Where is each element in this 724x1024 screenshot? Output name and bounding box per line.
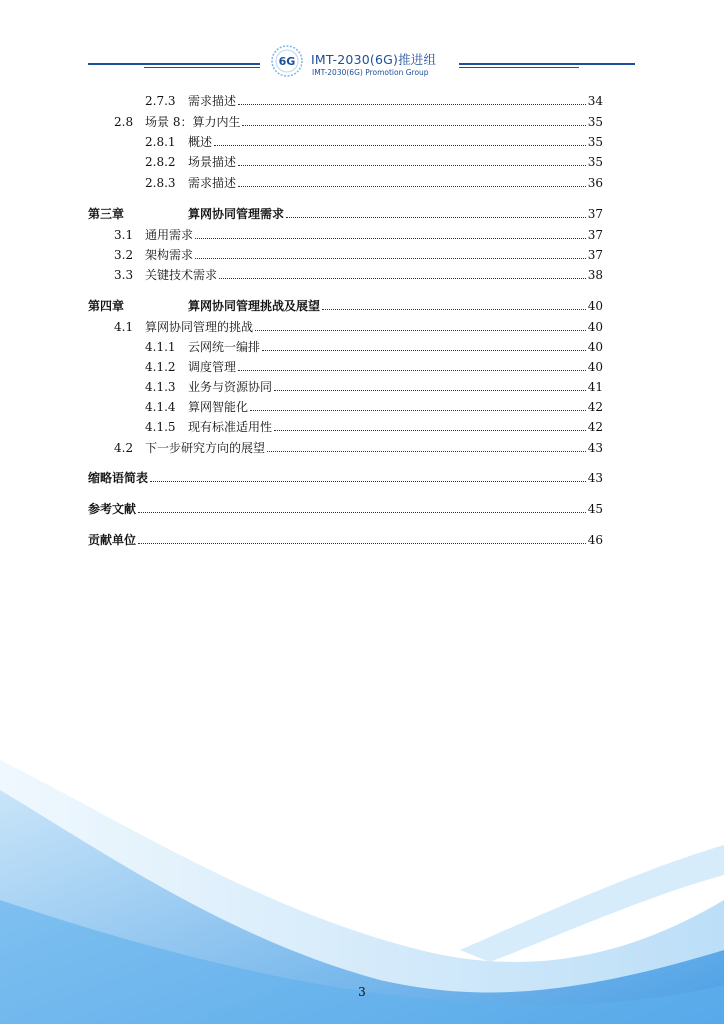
toc-entry-title: 算网智能化 <box>188 400 249 414</box>
header-rule-right-thin <box>459 67 579 68</box>
toc-entry-number: 4.1.2 <box>145 360 176 374</box>
toc-entry-number: 4.1.3 <box>145 380 176 394</box>
toc-entry-number: 3.2 <box>114 248 134 262</box>
toc-entry-page: 40 <box>587 299 603 313</box>
logo-text: 6G <box>278 55 296 68</box>
toc-entry-page: 43 <box>587 471 603 485</box>
toc-entry-title: 现有标准适用性 <box>188 420 273 434</box>
toc-entry-number: 2.8.2 <box>145 155 176 169</box>
toc-entry-number: 4.1.5 <box>145 420 176 434</box>
toc-entry[interactable] <box>145 356 603 374</box>
toc-entry-title: 云网统一编排 <box>188 340 261 354</box>
toc-leader-dots <box>238 165 586 166</box>
toc-leader-dots <box>242 125 585 126</box>
toc-entry-title: 算网协同管理的挑战 <box>145 320 254 334</box>
toc-entry[interactable] <box>88 529 603 547</box>
toc-entry-number: 3.3 <box>114 268 134 282</box>
toc-entry[interactable] <box>114 111 603 129</box>
toc-entry-page: 35 <box>587 135 603 149</box>
toc-entry-title: 概述 <box>188 135 213 149</box>
toc-entry-page: 40 <box>587 360 603 374</box>
toc-entry-title: 架构需求 <box>145 248 194 262</box>
toc-entry[interactable] <box>88 498 603 516</box>
toc-entry-title: 下一步研究方向的展望 <box>145 441 266 455</box>
background-wave-graphic <box>0 700 724 1024</box>
header-subtitle: IMT-2030(6G) Promotion Group <box>312 68 429 77</box>
toc-entry-number: 2.8.1 <box>145 135 176 149</box>
toc-entry-title: 贡献单位 <box>88 533 137 547</box>
toc-entry-page: 38 <box>587 268 603 282</box>
toc-entry-number: 4.1.4 <box>145 400 176 414</box>
toc-entry-page: 34 <box>587 94 603 108</box>
toc-entry-title: 业务与资源协同 <box>188 380 273 394</box>
toc-leader-dots <box>195 238 586 239</box>
toc-entry-page: 43 <box>587 441 603 455</box>
toc-entry-title: 关键技术需求 <box>145 268 218 282</box>
toc-entry-page: 37 <box>587 248 603 262</box>
toc-entry-number: 3.1 <box>114 228 134 242</box>
toc-leader-dots <box>238 370 586 371</box>
toc-leader-dots <box>322 309 586 310</box>
toc-entry-title: 场景描述 <box>188 155 237 169</box>
toc-entry-title: 需求描述 <box>188 176 237 190</box>
toc-entry[interactable] <box>114 316 603 334</box>
toc-leader-dots <box>238 104 586 105</box>
toc-leader-dots <box>214 145 586 146</box>
toc-entry-title: 需求描述 <box>188 94 237 108</box>
toc-entry[interactable] <box>145 416 603 434</box>
toc-entry-page: 37 <box>587 207 603 221</box>
toc-leader-dots <box>138 543 586 544</box>
toc-leader-dots <box>262 350 586 351</box>
toc-entry-number: 4.1.1 <box>145 340 176 354</box>
header-rule-left-thin <box>144 67 260 68</box>
toc-entry-number: 2.8.3 <box>145 176 176 190</box>
toc-leader-dots <box>274 430 586 431</box>
toc-entry[interactable] <box>145 172 603 190</box>
toc-entry-number: 4.1 <box>114 320 134 334</box>
toc-entry[interactable] <box>114 264 603 282</box>
toc-leader-dots <box>138 512 586 513</box>
toc-leader-dots <box>238 186 586 187</box>
toc-entry-page: 42 <box>587 420 603 434</box>
header-rule-left <box>88 63 260 65</box>
toc-entry-title: 通用需求 <box>145 228 194 242</box>
header-rule-right <box>459 63 635 65</box>
toc-entry-number: 4.2 <box>114 441 134 455</box>
toc-entry-page: 35 <box>587 155 603 169</box>
toc-entry[interactable] <box>145 151 603 169</box>
toc-entry-number: 2.8 <box>114 115 134 129</box>
toc-entry-page: 35 <box>587 115 603 129</box>
toc-entry[interactable] <box>145 90 603 108</box>
toc-leader-dots <box>250 410 586 411</box>
toc-entry[interactable] <box>88 295 603 313</box>
toc-entry-page: 46 <box>587 533 603 547</box>
toc-entry-number: 第四章 <box>88 299 125 313</box>
toc-leader-dots <box>286 217 586 218</box>
toc-entry-title: 场景 8：算力内生 <box>145 115 241 129</box>
toc-entry[interactable] <box>145 131 603 149</box>
toc-entry-title: 参考文献 <box>88 502 137 516</box>
toc-entry[interactable] <box>114 244 603 262</box>
toc-leader-dots <box>267 451 586 452</box>
toc-entry-page: 36 <box>587 176 603 190</box>
toc-leader-dots <box>150 481 586 482</box>
toc-entry[interactable] <box>114 437 603 455</box>
toc-entry-number: 2.7.3 <box>145 94 176 108</box>
toc-entry-page: 41 <box>587 380 603 394</box>
toc-entry-page: 42 <box>587 400 603 414</box>
toc-entry-title: 缩略语简表 <box>88 471 149 485</box>
toc-entry-page: 45 <box>587 502 603 516</box>
header-title: IMT-2030(6G)推进组 <box>311 52 437 67</box>
page-number: 3 <box>358 985 366 999</box>
imt2030-logo-icon <box>270 44 304 78</box>
toc-entry[interactable] <box>88 467 603 485</box>
toc-entry-title: 算网协同管理挑战及展望 <box>188 299 321 313</box>
toc-entry[interactable] <box>145 376 603 394</box>
toc-entry[interactable] <box>114 224 603 242</box>
toc-entry-number: 第三章 <box>88 207 125 221</box>
toc-leader-dots <box>274 390 586 391</box>
toc-entry-title: 算网协同管理需求 <box>188 207 285 221</box>
toc-entry-page: 40 <box>587 340 603 354</box>
toc-entry-title: 调度管理 <box>188 360 237 374</box>
toc-entry[interactable] <box>145 336 603 354</box>
toc-entry-page: 40 <box>587 320 603 334</box>
toc-entry[interactable] <box>88 203 603 221</box>
toc-leader-dots <box>195 258 586 259</box>
toc-entry-page: 37 <box>587 228 603 242</box>
toc-leader-dots <box>255 330 586 331</box>
toc-leader-dots <box>219 278 586 279</box>
toc-entry[interactable] <box>145 396 603 414</box>
